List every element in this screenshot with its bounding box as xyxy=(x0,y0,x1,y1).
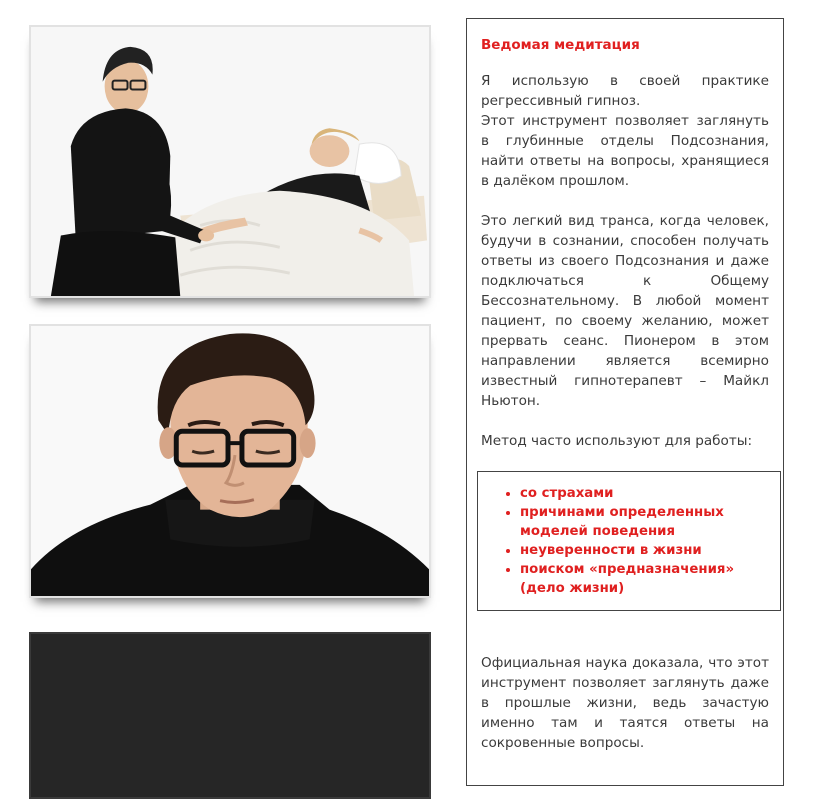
article-title: Ведомая медитация xyxy=(481,37,640,53)
uses-list-box xyxy=(477,471,781,611)
intro-line: Я использую в своей практике регрессивный гипноз. xyxy=(481,73,769,109)
hypnosis-session-photo xyxy=(29,25,431,298)
uses-list xyxy=(490,484,766,598)
therapist-portrait-illustration xyxy=(31,326,429,596)
trance-paragraph: Это легкий вид транса, когда человек, будучи в сознании, способен получать ответы из своего Подсознания и даже подключаться к Общему Бессознательному. В любой момент пациент, по своему желанию, может прервать сеанс. Пионером в этом направлении является всемирно известный гипнотерапевт – Майкл Ньютон. xyxy=(481,213,769,409)
video-player[interactable] xyxy=(29,632,431,799)
hypnosis-session-illustration xyxy=(31,27,429,296)
list-item: • причинами определенных моделей поведения xyxy=(520,503,766,541)
method-intro: Метод часто используют для работы: xyxy=(481,433,753,449)
article-panel xyxy=(466,18,784,786)
intro-line: Этот инструмент позволяет заглянуть в глубинные отделы Подсознания, найти ответы на вопросы, хранящиеся в далёком прошлом. xyxy=(481,113,769,189)
list-item: • со страхами xyxy=(520,484,766,503)
list-item: • поиском «предназначения» (дело жизни) xyxy=(520,560,766,598)
intro-paragraph xyxy=(481,71,769,191)
therapist-portrait-photo xyxy=(29,324,431,598)
list-item: • неуверенности в жизни xyxy=(520,541,766,560)
conclusion-paragraph: Официальная наука доказала, что этот инструмент позволяет заглянуть даже в прошлые жизни, ведь зачастую именно там и таятся ответы на сокровенные вопросы. xyxy=(481,655,769,751)
